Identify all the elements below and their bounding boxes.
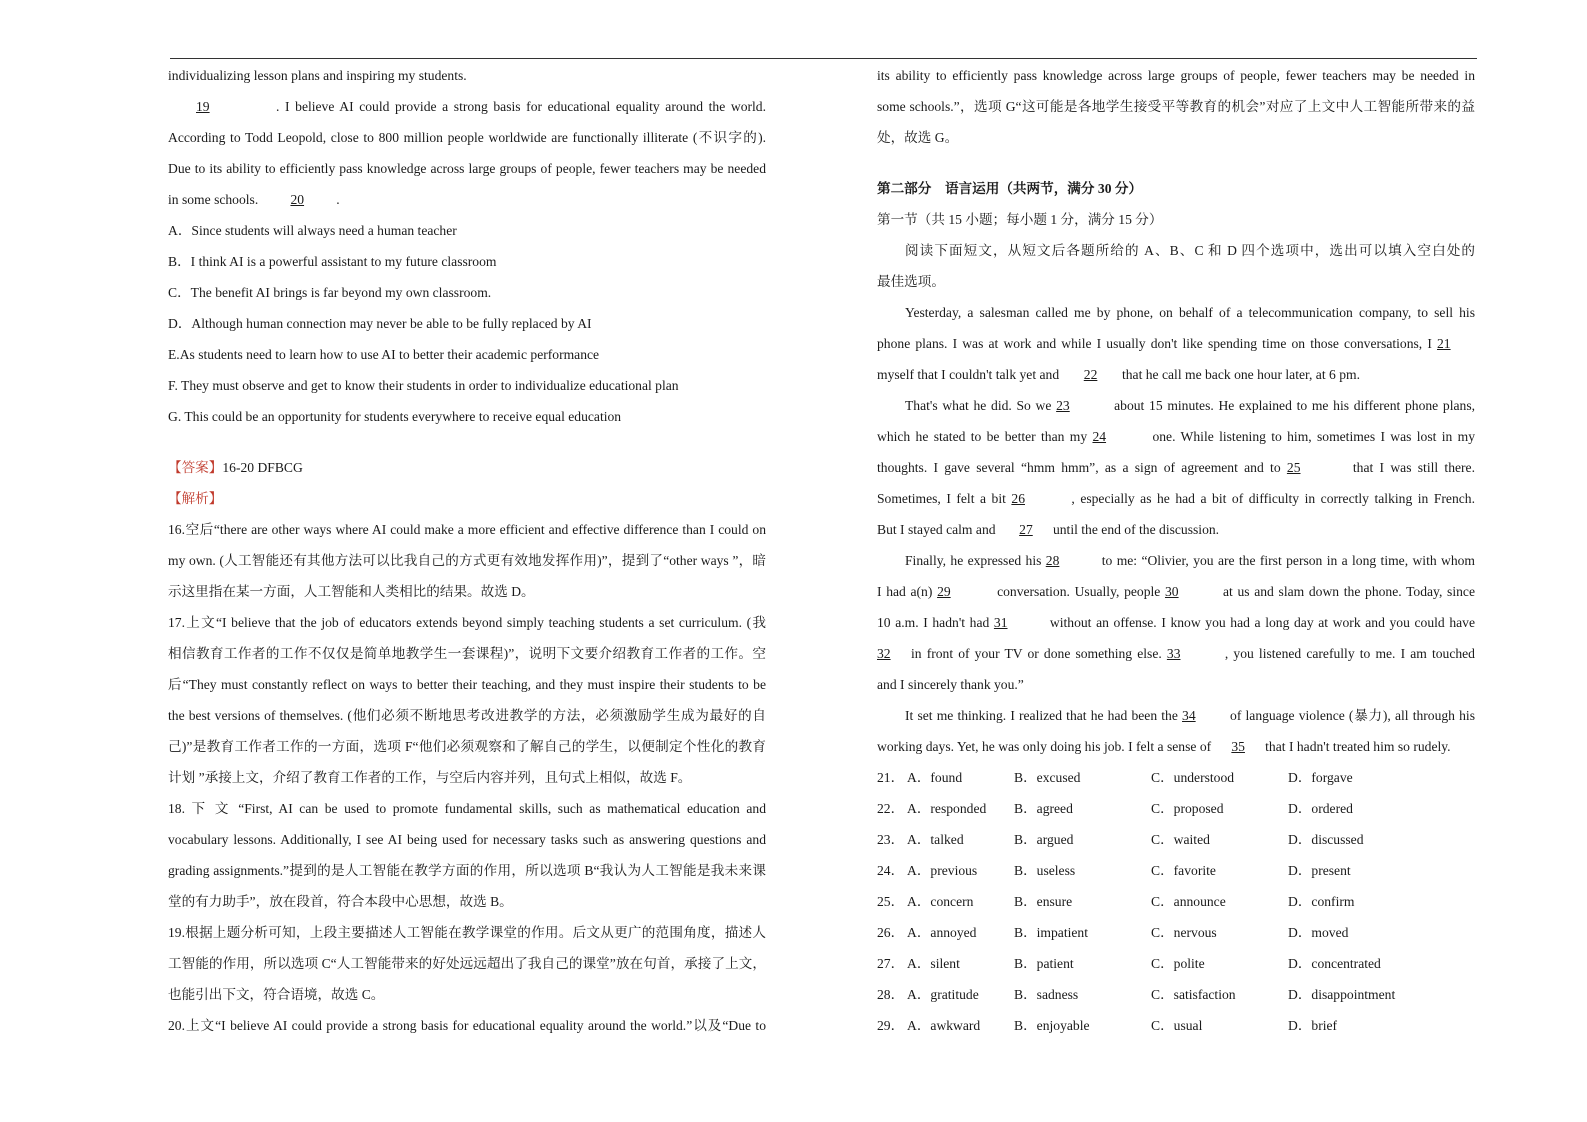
- choice-d[interactable]: D．concentrated: [1288, 956, 1381, 971]
- blank-24[interactable]: 24: [1092, 429, 1107, 444]
- instruction-line: 最佳选项。: [877, 274, 945, 289]
- question-number: 28．: [877, 987, 905, 1002]
- blank-32[interactable]: 32: [877, 646, 891, 661]
- answer-tag: 【答案】: [168, 460, 223, 475]
- right-column: [877, 62, 1475, 1043]
- text-span: , you listened carefully to me. I am touched: [1224, 646, 1475, 661]
- text-span: . I believe AI could provide a strong basis for educational equality around the world.: [276, 99, 766, 114]
- choice-a[interactable]: A．previous: [907, 863, 978, 878]
- analysis-line: grading assignments.”提到的是人工智能在教学方面的作用，所以选项 B“我认为人工智能是我未来课: [168, 863, 766, 878]
- question-number: 27．: [877, 956, 905, 971]
- text-line: some schools.”，选项 G“这可能是各地学生接受平等教育的机会”对应了上文中人工智能所带来的益: [877, 99, 1475, 114]
- passage-line: [877, 485, 1475, 516]
- question-number: 21．: [877, 770, 905, 785]
- passage-line: Yesterday, a salesman called me by phone, on behalf of a telecommunication company, to sell his: [905, 305, 1475, 320]
- choice-b[interactable]: B．sadness: [1014, 987, 1079, 1002]
- analysis-line: 18. 下 文 “First, AI can be used to promote fundamental skills, such as mathematical education and: [168, 801, 766, 816]
- passage-line: [877, 547, 1475, 578]
- text-span: until the end of the discussion.: [1052, 522, 1220, 537]
- blank-35[interactable]: 35: [1231, 739, 1245, 754]
- passage-line: [877, 640, 1475, 671]
- passage-line: [877, 578, 1475, 609]
- analysis-tag: 【解析】: [168, 491, 223, 506]
- analysis-line: the best versions of themselves. (他们必须不断地思考改进教学的方法，必须激励学生成为最好的自: [168, 708, 766, 723]
- passage-line: and I sincerely thank you.”: [877, 677, 1024, 692]
- analysis-line: 堂的有力助手”，放在段首，符合本段中心思想，故选 B。: [168, 894, 513, 909]
- choice-c[interactable]: C．usual: [1151, 1018, 1203, 1033]
- text-span: conversation. Usually, people: [997, 584, 1161, 599]
- passage-line: [877, 392, 1475, 423]
- text-span: in some schools.: [168, 192, 259, 207]
- option-b: B．I think AI is a powerful assistant to my future classroom: [168, 254, 497, 269]
- choice-b[interactable]: B．useless: [1014, 863, 1076, 878]
- blank-28[interactable]: 28: [1045, 553, 1060, 568]
- blank-19[interactable]: 19: [196, 99, 210, 114]
- text-span: in front of your TV or done something else.: [911, 646, 1162, 661]
- question-number: 23．: [877, 832, 905, 847]
- choice-a[interactable]: A．annoyed: [907, 925, 977, 940]
- text-span: that he call me back one hour later, at 6 pm.: [1121, 367, 1360, 382]
- left-column: [168, 62, 766, 1043]
- choice-b[interactable]: B．impatient: [1014, 925, 1089, 940]
- answer-line: [168, 454, 766, 485]
- analysis-line: 17.上文“I believe that the job of educators extends beyond simply teaching students a set curriculum. (我: [168, 615, 766, 630]
- text-line: According to Todd Leopold, close to 800 million people worldwide are functionally illiterate (不识字的).: [168, 130, 766, 145]
- passage-line: [877, 733, 1475, 764]
- choice-row: [877, 826, 1475, 857]
- question-number: 24．: [877, 863, 905, 878]
- question-number: 26．: [877, 925, 905, 940]
- text-span: of language violence (暴力), all through his: [1230, 708, 1475, 723]
- choice-b[interactable]: B．ensure: [1014, 894, 1073, 909]
- text-span: thoughts. I gave several “hmm hmm”, as a sign of agreement and to: [877, 460, 1281, 475]
- passage-line: [877, 330, 1475, 361]
- choice-row: [877, 919, 1475, 950]
- choice-d[interactable]: D．present: [1288, 863, 1351, 878]
- choice-row: [877, 981, 1475, 1012]
- analysis-line: 也能引出下文，符合语境，故选 C。: [168, 987, 385, 1002]
- choice-row: [877, 795, 1475, 826]
- choice-row: [877, 950, 1475, 981]
- text-line: 处，故选 G。: [877, 130, 959, 145]
- passage-line: [877, 361, 1475, 392]
- choice-c[interactable]: C．nervous: [1151, 925, 1217, 940]
- text-span: to me: “Olivier, you are the first person in a long time, with whom: [1101, 553, 1475, 568]
- choice-c[interactable]: C．understood: [1151, 770, 1235, 785]
- choice-row: [877, 888, 1475, 919]
- choice-d[interactable]: D．disappointment: [1288, 987, 1396, 1002]
- text-line: [168, 186, 766, 217]
- passage-line: [877, 516, 1475, 547]
- analysis-line: vocabulary lessons. Additionally, I see AI being used for necessary tasks such as answering questions and: [168, 832, 766, 847]
- choice-d[interactable]: D．discussed: [1288, 832, 1364, 847]
- choice-row: [877, 857, 1475, 888]
- blank-23[interactable]: 23: [1056, 398, 1070, 413]
- text-span: that I hadn't treated him so rudely.: [1265, 739, 1451, 754]
- option-f: F. They must observe and get to know their students in order to individualize educational plan: [168, 378, 679, 393]
- passage-line: [877, 609, 1475, 640]
- blank-25[interactable]: 25: [1286, 460, 1301, 475]
- option-a: A．Since students will always need a human teacher: [168, 223, 457, 238]
- choice-row: [877, 764, 1475, 795]
- text-span: 10 a.m. I hadn't had: [877, 615, 990, 630]
- answer-text: 16-20 DFBCG: [222, 460, 303, 475]
- choice-d[interactable]: D．confirm: [1288, 894, 1355, 909]
- analysis-line: 己)”是教育工作者工作的一方面，选项 F“他们必须观察和了解自己的学生，以便制定个性化的教育: [168, 739, 766, 754]
- choice-row: [877, 1012, 1475, 1043]
- text-line: its ability to efficiently pass knowledge across large groups of people, fewer teachers may be needed in: [877, 68, 1475, 83]
- text-span: one. While listening to him, sometimes I was lost in my: [1152, 429, 1475, 444]
- option-e: E.As students need to learn how to use AI to better their academic performance: [168, 347, 600, 362]
- choice-c[interactable]: C．waited: [1151, 832, 1210, 847]
- choice-c[interactable]: C．favorite: [1151, 863, 1216, 878]
- text-span: But I stayed calm and: [877, 522, 996, 537]
- part-title: 第二部分 语言运用（共两节，满分 30 分）: [877, 181, 1143, 196]
- choice-a[interactable]: A．responded: [907, 801, 987, 816]
- text-span: Finally, he expressed his: [905, 553, 1042, 568]
- choice-c[interactable]: C．proposed: [1151, 801, 1224, 816]
- passage-line: [877, 454, 1475, 485]
- text-span: .: [336, 192, 340, 207]
- text-span: phone plans. I was at work and while I usually don't like spending time on those conversations, I: [877, 336, 1432, 351]
- analysis-line: 20.上文“I believe AI could provide a strong basis for educational equality around the world.”以及“Due to: [168, 1018, 766, 1033]
- option-d: D．Although human connection may never be able to be fully replaced by AI: [168, 316, 592, 331]
- choice-a[interactable]: A．found: [907, 770, 963, 785]
- blank-31[interactable]: 31: [993, 615, 1008, 630]
- choice-b[interactable]: B．patient: [1014, 956, 1074, 971]
- instruction-line: 阅读下面短文，从短文后各题所给的 A、B、C 和 D 四个选项中，选出可以填入空白处的: [905, 243, 1475, 258]
- choice-c[interactable]: C．satisfaction: [1151, 987, 1236, 1002]
- choice-d[interactable]: D．forgave: [1288, 770, 1353, 785]
- blank-27[interactable]: 27: [1019, 522, 1033, 537]
- text-span: , especially as he had a bit of difficulty in correctly talking in French.: [1071, 491, 1475, 506]
- analysis-line: 16.空后“there are other ways where AI could make a more efficient and effective difference than I could on: [168, 522, 766, 537]
- analysis-line: 计划 ”承接上文，介绍了教育工作者的工作，与空后内容并列，且句式上相似，故选 F。: [168, 770, 692, 785]
- question-number: 22．: [877, 801, 905, 816]
- passage-line: [877, 423, 1475, 454]
- text-span: Sometimes, I felt a bit: [877, 491, 1006, 506]
- choice-d[interactable]: D．moved: [1288, 925, 1349, 940]
- question-number: 29．: [877, 1018, 905, 1033]
- choice-b[interactable]: B．argued: [1014, 832, 1074, 847]
- text-line: [168, 93, 766, 124]
- text-span: myself that I couldn't talk yet and: [877, 367, 1060, 382]
- text-span: That's what he did. So we: [905, 398, 1052, 413]
- choice-a[interactable]: A．awkward: [907, 1018, 981, 1033]
- choice-a[interactable]: A．talked: [907, 832, 964, 847]
- text-span: about 15 minutes. He explained to me his different phone plans,: [1114, 398, 1475, 413]
- choice-d[interactable]: D．brief: [1288, 1018, 1338, 1033]
- choice-a[interactable]: A．gratitude: [907, 987, 979, 1002]
- text-span: that I was still there.: [1352, 460, 1475, 475]
- text-span: at us and slam down the phone. Today, since: [1222, 584, 1475, 599]
- text-span: without an offense. I know you had a long day at work and you could have: [1049, 615, 1475, 630]
- analysis-line: 示这里指在某一方面，人工智能和人类相比的结果。故选 D。: [168, 584, 535, 599]
- choice-c[interactable]: C．announce: [1151, 894, 1226, 909]
- header-rule: [170, 58, 1477, 59]
- blank-33[interactable]: 33: [1166, 646, 1181, 661]
- blank-20[interactable]: 20: [290, 192, 305, 207]
- blank-22[interactable]: 22: [1083, 367, 1098, 382]
- choice-d[interactable]: D．ordered: [1288, 801, 1353, 816]
- analysis-line: 19.根据上题分析可知，上段主要描述人工智能在教学课堂的作用。后文从更广的范围角度，描述人: [168, 925, 766, 940]
- choice-a[interactable]: A．silent: [907, 956, 960, 971]
- text-span: I had a(n): [877, 584, 933, 599]
- analysis-line: 相信教育工作者的工作不仅仅是简单地教学生一套课程)”，说明下文要介绍教育工作者的工作。空: [168, 646, 766, 661]
- text-line: individualizing lesson plans and inspiring my students.: [168, 68, 467, 83]
- choice-b[interactable]: B．enjoyable: [1014, 1018, 1090, 1033]
- choice-a[interactable]: A．concern: [907, 894, 974, 909]
- text-line: Due to its ability to efficiently pass knowledge across large groups of people, fewer teachers may be needed: [168, 161, 766, 176]
- option-c: C．The benefit AI brings is far beyond my own classroom.: [168, 285, 492, 300]
- text-span: It set me thinking. I realized that he had been the: [905, 708, 1178, 723]
- analysis-line: 工智能的作用，所以选项 C“人工智能带来的好处远远超出了我自己的课堂”放在句首，承接了上文，: [168, 956, 766, 971]
- blank-26[interactable]: 26: [1011, 491, 1025, 506]
- passage-line: [877, 702, 1475, 733]
- question-number: 25．: [877, 894, 905, 909]
- blank-30[interactable]: 30: [1164, 584, 1179, 599]
- blank-21[interactable]: 21: [1437, 336, 1451, 351]
- analysis-line: 后“They must constantly reflect on ways to better their teaching, and they must inspire their students to be: [168, 677, 766, 692]
- blank-29[interactable]: 29: [937, 584, 951, 599]
- choice-c[interactable]: C．polite: [1151, 956, 1205, 971]
- choice-b[interactable]: B．excused: [1014, 770, 1081, 785]
- choice-b[interactable]: B．agreed: [1014, 801, 1073, 816]
- blank-34[interactable]: 34: [1182, 708, 1196, 723]
- option-g: G. This could be an opportunity for students everywhere to receive equal education: [168, 409, 622, 424]
- text-span: working days. Yet, he was only doing his job. I felt a sense of: [877, 739, 1212, 754]
- analysis-line: my own. (人工智能还有其他方法可以比我自己的方式更有效地发挥作用)”，提到了“other ways ”，暗: [168, 553, 766, 568]
- text-span: which he stated to be better than my: [877, 429, 1088, 444]
- section-title: 第一节（共 15 小题；每小题 1 分，满分 15 分）: [877, 212, 1163, 227]
